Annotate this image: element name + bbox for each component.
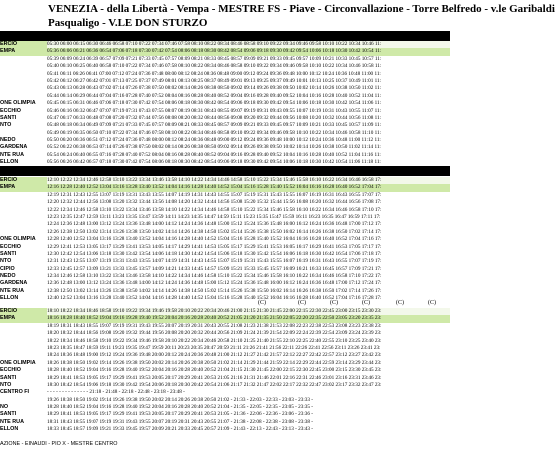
departure-times: 12:38 12:50 13:02 13:14 13:26 13:38 13:50 14:02 14:14 14:26 14:38 14:50 15:02 15:14 15:26 15:38 15:50 16:02 16:14 16:26 16:38 16:50 17:02 17:14 17:26 17:	[47, 287, 382, 294]
departure-times: 12:22 12:34 12:46 12:58 13:10 13:22 13:34 13:46 13:58 14:10 14:22 14:34 14:46 14:58 15:10 15:22 15:34 15:46 15:58 16:10 16:22 16:34 16:46 16:58 17:10 17:	[47, 206, 382, 213]
departure-times: 05:56 06:26 06:42 06:57 07:18 07:30 07:42 07:54 08:06 08:18 08:30 08:42 08:54 09:06 09:18 09:30 09:42 09:54 10:06 10:18 10:30 10:42 10:54 11:06 11:18 11:	[47, 159, 381, 166]
stop-name: ERCIO	[0, 177, 47, 184]
timetable-row	[0, 108, 450, 115]
timetable-row	[0, 207, 450, 214]
departure-times: 18:26 18:38 18:50 19:02 19:14 19:26 19:38 19:50 20:02 20:14 20:26 20:38 20:50 21:02 21:14 21:29 21:44 21:59 22:14 22:29 22:44 22:59 23:14 23:29 23:44 23:	[47, 359, 382, 366]
timetable-row	[0, 308, 450, 315]
stop-name: EMPA	[0, 48, 47, 55]
timetable-row	[0, 251, 450, 258]
timetable-row	[0, 85, 450, 92]
departure-times: 12:33 12:45 12:57 13:09 13:21 13:33 13:45 13:57 14:09 14:21 14:33 14:45 14:57 15:09 15:21 15:33 15:45 15:57 16:09 16:21 16:33 16:45 16:57 17:09 17:21 17:	[47, 265, 382, 272]
timetable-row	[0, 338, 450, 345]
departure-times: 05:47 06:17 06:33 06:48 07:08 07:20 07:32 07:44 07:56 08:08 08:20 08:32 08:44 08:56 09:08 09:20 09:32 09:44 09:56 10:08 10:20 10:32 10:44 10:56 11:08 11:	[47, 114, 382, 121]
c-note-marker: (C)	[330, 300, 338, 306]
stop-name: ERCIO	[0, 41, 47, 48]
timetable-row	[0, 184, 450, 191]
departure-times: 18:20 18:32 18:44 18:56 19:08 19:20 19:32 19:44 19:56 20:08 20:20 20:32 20:44 20:56 21:09 21:24 21:39 21:54 22:09 22:24 22:39 22:54 23:09 23:24 23:39 23:	[47, 330, 382, 337]
departure-times: 12:40 12:52 13:04 13:16 13:28 13:40 13:52 14:04 14:16 14:28 14:40 14:52 15:04 15:16 15:28 15:40 15:52 16:04 16:16 16:28 16:40 16:52 17:04 17:16 17:28 17:	[47, 295, 382, 302]
timetable-row	[0, 130, 450, 137]
departure-times: 18:33 18:45 18:57 19:09 19:21 19:33 19:45 19:57 20:09 20:21 20:33 20:45 20:57 21:09 - 21:43 - 22:13 - 22:43 - 23:13 - 23:43 -	[47, 426, 313, 433]
stop-name: EMPA	[0, 184, 47, 191]
departure-times: 12:10 12:22 12:34 12:46 12:58 13:10 13:22 13:34 13:46 13:58 14:10 14:22 14:34 14:46 14:58 15:10 15:22 15:34 15:46 15:58 16:10 16:22 16:34 16:46 16:58 17:	[47, 177, 450, 184]
timetable-midday	[0, 177, 450, 303]
timetable-morning	[0, 41, 450, 167]
timetable-row	[0, 426, 450, 433]
departure-times: 18:16 18:28 18:40 18:52 19:04 19:16 19:28 19:40 19:52 20:04 20:16 20:28 20:40 20:52 21:05 21:20 21:35 21:50 22:05 22:20 22:35 22:50 23:05 23:20 23:35 23:	[47, 315, 382, 322]
departure-times: 19:26 18:38 18:50 19:02 19:14 19:26 19:38 19:50 20:02 20:14 20:26 20:38 20:50 21:02 - 21:33 - 22:03 - 22:33 - 23:03 - 23:33 -	[47, 396, 313, 403]
timetable-row	[0, 419, 450, 426]
departure-times: 18:29 18:41 18:53 19:05 19:17 19:29 19:41 19:53 20:05 20:17 20:29 20:41 20:53 21:05 - 21:36 - 22:06 - 22:36 - 23:06 - 23:36 -	[47, 411, 313, 418]
departure-times: 12:34 12:46 12:58 13:10 13:22 13:34 13:46 13:58 14:10 14:22 14:34 14:46 14:58 15:10 15:22 15:34 15:46 15:58 16:10 16:22 16:34 16:46 16:58 17:10 17:22 17:	[47, 273, 382, 280]
timetable-row	[0, 137, 450, 144]
stop-name: ONE OLIMPIA	[0, 100, 36, 107]
stop-name: ECCHIO	[0, 243, 21, 250]
timetable-row	[0, 280, 450, 287]
stop-name: NTE RUA	[0, 287, 24, 294]
departure-times: 05:36 06:06 06:21 06:36 06:54 07:06 07:18 07:30 07:42 07:54 08:06 08:18 08:30 08:42 08:54 09:06 09:18 09:30 09:42 09:54 10:06 10:18 10:30 10:42 10:54 11:	[47, 48, 382, 55]
page-header	[48, 2, 555, 30]
departure-times: 18:24 18:36 18:48 19:00 19:12 19:24 19:36 19:48 20:00 20:12 20:24 20:36 20:48 21:00 21:12 21:27 21:42 21:57 22:12 22:27 22:42 22:57 23:12 23:27 23:42 23:	[47, 352, 382, 359]
stop-name: GARDENA	[0, 144, 28, 151]
timetable-row	[0, 48, 450, 55]
stop-name: NTE RUA	[0, 151, 24, 158]
timetable-row	[0, 382, 450, 389]
stop-name: SANTI	[0, 411, 17, 418]
stop-name: ONE OLIMPIA	[0, 359, 36, 366]
timetable-row	[0, 115, 450, 122]
timetable-row	[0, 288, 450, 295]
stop-name: EMPA	[0, 315, 47, 322]
timetable-row	[0, 404, 450, 411]
departure-times: 12:20 12:32 12:44 12:56 13:08 13:20 13:32 13:44 13:56 14:08 14:20 14:32 14:44 14:56 15:08 15:20 15:32 15:44 15:56 16:08 16:20 16:32 16:44 16:56 17:08 17:	[47, 199, 382, 206]
timetable-row	[0, 323, 450, 330]
departure-times: 18:31 18:43 18:55 19:07 19:19 19:31 19:43 19:55 20:07 20:19 20:31 20:43 20:55 21:07 - 21:38 - 22:08 - 22:38 - 23:08 - 23:38 -	[47, 418, 313, 425]
timetable-row	[0, 56, 450, 63]
departure-times: 05:40 06:10 06:25 06:40 06:58 07:10 07:22 07:34 07:46 07:58 08:10 08:22 08:34 08:46 08:58 09:10 09:22 09:34 09:46 09:58 10:10 10:22 10:34 10:46 10:58 11:	[47, 63, 382, 70]
departure-times: 18:22 18:34 18:46 18:58 19:10 19:22 19:34 19:46 19:58 20:10 20:22 20:34 20:46 20:58 21:10 21:25 21:40 21:55 22:10 22:25 22:40 22:55 23:10 23:25 23:40 23:	[47, 337, 382, 344]
timetable-row	[0, 93, 450, 100]
timetable-row	[0, 199, 450, 206]
timetable-row	[0, 229, 450, 236]
stop-name: NTO	[0, 381, 12, 388]
c-note-marker: (C)	[396, 300, 404, 306]
departure-times: 12:30 12:42 12:54 13:06 13:18 13:30 13:42 13:54 14:06 14:18 14:30 14:42 14:54 15:06 15:18 15:30 15:42 15:54 16:06 16:18 16:30 16:42 16:54 17:06 17:18 17:	[47, 250, 382, 257]
departure-times: 05:48 06:18 06:34 06:49 07:09 07:21 07:33 07:45 07:57 08:09 08:21 08:33 08:45 08:57 09:09 09:21 09:33 09:45 09:57 10:09 10:21 10:33 10:45 10:57 11:09 11:	[47, 122, 382, 129]
stop-name: SANTI	[0, 250, 17, 257]
timetable-evening	[0, 308, 450, 434]
stop-name: ONE OLIMPIA	[0, 236, 36, 243]
footer-note: AZIONE - EINAUDI - PIO X - MESTRE CENTRO	[0, 441, 118, 447]
departure-times: 05:30 06:00 06:15 06:30 06:46 06:58 07:10 07:22 07:34 07:46 07:58 08:10 08:22 08:34 08:46 08:58 09:10 09:22 09:34 09:46 09:58 10:10 10:22 10:34 10:46 11:	[47, 41, 450, 48]
c-note-marker: (C)	[298, 300, 306, 306]
route-title-line1: VENEZIA - della Libertà - Vempa - MESTRE FS - Piave - Circonvallazione - Torre Belfredo - v.le Garibaldi	[48, 3, 555, 15]
timetable-row	[0, 41, 450, 48]
departure-times: 05:43 06:13 06:28 06:43 07:02 07:14 07:26 07:38 07:50 08:02 08:14 08:26 08:38 08:50 09:02 09:14 09:26 09:38 09:50 10:02 10:14 10:26 10:38 10:50 11:02 11:	[47, 85, 382, 92]
departure-times: 12:24 12:36 12:48 13:00 13:12 13:24 13:36 13:48 14:00 14:12 14:24 14:36 14:48 15:00 15:12 15:24 15:36 15:48 16:00 16:12 16:24 16:36 16:48 17:00 17:12 17:	[47, 221, 382, 228]
stop-name: SANTI	[0, 374, 17, 381]
departure-times: 12:16 12:28 12:40 12:52 13:04 13:16 13:28 13:40 13:52 14:04 14:16 14:28 14:40 14:52 15:04 15:16 15:28 15:40 15:52 16:04 16:16 16:28 16:40 16:52 17:04 17:	[47, 184, 382, 191]
timetable-row	[0, 236, 450, 243]
stop-name: GARDENA	[0, 280, 28, 287]
stop-name: NTE RUA	[0, 418, 24, 425]
stop-name: NEDO	[0, 137, 16, 144]
departure-times: 05:46 06:16 06:32 06:47 07:07 07:19 07:31 07:43 07:55 08:07 08:19 08:31 08:43 08:55 09:07 09:19 09:31 09:43 09:55 10:07 10:19 10:31 10:43 10:55 11:07 11:	[47, 107, 382, 114]
departure-times: 18:10 18:22 18:34 18:46 18:58 19:10 19:22 19:34 19:46 19:58 20:10 20:22 20:34 20:46 21:00 21:15 21:30 21:45 22:00 22:15 22:30 22:45 23:00 23:15 23:30 23:	[47, 308, 450, 315]
timetable-row	[0, 144, 450, 151]
departure-times: 12:31 12:43 12:55 13:07 13:19 13:31 13:43 13:55 14:07 14:19 14:31 14:43 14:55 15:07 15:19 15:31 15:43 15:55 16:07 16:19 16:31 16:43 16:55 17:07 17:19 17:	[47, 258, 382, 265]
timetable-row	[0, 63, 450, 70]
departure-times: 05:42 06:12 06:27 06:42 07:01 07:13 07:25 07:37 07:49 08:01 08:13 08:25 08:37 08:49 09:01 09:13 09:25 09:37 09:49 10:01 10:13 10:25 10:37 10:49 11:01 11:	[47, 77, 382, 84]
timetable-row	[0, 397, 450, 404]
departure-times: 05:45 06:15 06:31 06:46 07:06 07:18 07:30 07:42 07:54 08:06 08:18 08:30 08:42 08:54 09:06 09:18 09:30 09:42 09:54 10:06 10:18 10:30 10:42 10:54 11:06 11:	[47, 100, 382, 107]
departure-times: 18:23 18:35 18:47 18:59 19:11 19:23 19:35 19:47 19:59 20:11 20:23 20:35 20:47 20:59 21:11 21:26 21:41 21:56 22:11 22:26 22:41 22:56 23:11 23:26 23:41 23:	[47, 344, 381, 351]
stop-name: NO	[0, 404, 9, 411]
timetable-row	[0, 411, 450, 418]
departure-times: 18:28 18:40 18:52 19:04 19:16 19:28 19:40 19:52 20:04 20:16 20:28 20:40 20:52 21:04 - 21:35 - 22:05 - 22:35 - 23:05 - 23:35 -	[47, 404, 313, 411]
stop-name: ECCHIO	[0, 367, 21, 374]
timetable-evening-notes	[0, 299, 450, 307]
timetable-row	[0, 214, 450, 221]
timetable-row	[0, 177, 450, 184]
timetable-row	[0, 152, 450, 159]
stop-name: CIPIO	[0, 265, 15, 272]
stop-name: CENTRO FI	[0, 389, 30, 396]
stop-name: ELLON	[0, 295, 19, 302]
stop-name: ELLON	[0, 159, 19, 166]
departure-times: 05:50 06:20 06:36 06:51 07:12 07:24 07:36 07:48 08:00 08:12 08:24 08:36 08:48 09:00 09:12 09:24 09:36 09:48 10:00 10:12 10:24 10:36 10:48 11:00 11:12 11:	[47, 137, 381, 144]
departure-times: 05:49 06:19 06:35 06:50 07:10 07:22 07:34 07:46 07:58 08:10 08:22 08:34 08:46 08:58 09:10 09:22 09:34 09:46 09:58 10:10 10:22 10:34 10:46 10:58 11:10 11:	[47, 129, 382, 136]
c-note-marker: (C)	[258, 300, 266, 306]
departure-times: 12:29 12:41 12:53 13:05 13:17 13:29 13:41 13:53 14:05 14:17 14:29 14:41 14:53 15:05 15:17 15:29 15:41 15:53 16:05 16:17 16:29 16:41 16:53 17:05 17:17 17:	[47, 243, 382, 250]
section-divider-2	[0, 166, 450, 176]
timetable-row	[0, 71, 450, 78]
departure-times: 12:23 12:35 12:47 12:59 13:11 13:23 13:35 13:47 13:59 14:11 14:23 14:35 14:47 14:59 15:11 15:23 15:35 15:47 15:59 16:11 16:23 16:35 16:47 16:59 17:11 17:	[47, 213, 381, 220]
timetable-row	[0, 315, 450, 322]
timetable-row	[0, 258, 450, 265]
timetable-row	[0, 266, 450, 273]
timetable-row	[0, 367, 450, 374]
c-note-marker: (C)	[428, 300, 436, 306]
departure-times: 05:44 06:14 06:29 06:44 07:04 07:16 07:28 07:40 07:52 08:04 08:16 08:28 08:40 08:52 09:04 09:16 09:28 09:40 09:52 10:04 10:16 10:28 10:40 10:52 11:04 11:	[47, 92, 382, 99]
departure-times: 12:26 12:38 12:50 13:02 13:14 13:26 13:38 13:50 14:02 14:14 14:26 14:38 14:50 15:02 15:14 15:26 15:38 15:50 16:02 16:14 16:26 16:38 16:50 17:02 17:14 17:	[47, 228, 382, 235]
timetable-row	[0, 100, 450, 107]
stop-name: NEDO	[0, 273, 16, 280]
timetable-row	[0, 389, 450, 396]
section-divider-1	[0, 31, 450, 41]
departure-times: 12:36 12:48 13:00 13:12 13:24 13:36 13:48 14:00 14:12 14:24 14:36 14:48 15:00 15:12 15:24 15:36 15:48 16:00 16:12 16:24 16:36 16:48 17:00 17:12 17:24 17:	[47, 280, 382, 287]
departure-times: 05:39 06:09 06:24 06:39 06:57 07:09 07:21 07:33 07:45 07:57 08:09 08:21 08:33 08:45 08:57 09:09 09:21 09:33 09:45 09:57 10:09 10:21 10:33 10:45 10:57 11:	[47, 55, 382, 62]
departure-times: 18:19 18:31 18:43 18:55 19:07 19:19 19:31 19:43 19:55 20:07 20:19 20:31 20:43 20:55 21:08 21:23 21:38 21:53 22:08 22:23 22:38 22:53 23:08 23:23 23:38 23:	[47, 322, 382, 329]
timetable-row	[0, 192, 450, 199]
timetable-row	[0, 244, 450, 251]
timetable-row	[0, 78, 450, 85]
stop-name: SANTI	[0, 114, 17, 121]
stop-name: ERCIO	[0, 308, 47, 315]
stop-name: ELLON	[0, 426, 19, 433]
departure-times: 05:52 06:22 06:38 06:53 07:14 07:26 07:38 07:50 08:02 08:14 08:26 08:38 08:50 09:02 09:14 09:26 09:38 09:50 10:02 10:14 10:26 10:38 10:50 11:02 11:14 11:	[47, 144, 381, 151]
timetable-row	[0, 122, 450, 129]
timetable-row	[0, 352, 450, 359]
departure-times: 05:54 06:24 06:40 06:55 07:16 07:28 07:40 07:52 08:04 08:16 08:28 08:40 08:52 09:04 09:16 09:28 09:40 09:52 10:04 10:16 10:28 10:40 10:52 11:04 11:16 11:	[47, 151, 381, 158]
departure-times: 12:28 12:40 12:52 13:04 13:16 13:28 13:40 13:52 14:04 14:16 14:28 14:40 14:52 15:04 15:16 15:28 15:40 15:52 16:04 16:16 16:28 16:40 16:52 17:04 17:16 17:	[47, 236, 382, 243]
departure-times: 18:30 18:42 18:54 19:06 19:18 19:30 19:42 19:54 20:06 20:18 20:30 20:42 20:54 21:06 21:17 21:32 21:47 22:02 22:17 22:32 22:47 23:02 23:17 23:32 23:47 23:	[47, 381, 382, 388]
departure-times: 18:29 18:41 18:53 19:05 19:17 19:29 19:41 19:53 20:05 20:17 20:29 20:41 20:53 21:05 21:16 21:31 21:46 22:01 22:16 22:31 22:46 23:01 23:16 23:31 23:46 23:	[47, 374, 382, 381]
departure-times: 05:41 06:11 06:26 06:41 07:00 07:12 07:24 07:36 07:48 08:00 08:12 08:24 08:36 08:48 09:00 09:12 09:24 09:36 09:48 10:00 10:12 10:24 10:36 10:48 11:00 11:	[47, 70, 381, 77]
departure-times: - - - - - - - - - - - - - - 21:18 - 21:48 - 22:18 - 22:48 - 23:18 - 23:48 -	[47, 389, 185, 396]
route-title-line2: Pasqualigo - V.LE DON STURZO	[48, 17, 208, 29]
c-note-marker: (C)	[362, 300, 370, 306]
timetable-row	[0, 345, 450, 352]
departure-times: 18:28 18:40 18:52 19:04 19:16 19:28 19:40 19:52 20:04 20:16 20:28 20:40 20:52 21:04 21:15 21:30 21:45 22:00 22:15 22:30 22:45 23:00 23:15 23:30 23:45 23:	[47, 367, 382, 374]
stop-name: NTO	[0, 122, 12, 129]
timetable-row	[0, 221, 450, 228]
timetable-row	[0, 330, 450, 337]
departure-times: 12:19 12:31 12:43 12:55 13:07 13:19 13:31 13:43 13:55 14:07 14:19 14:31 14:43 14:55 15:07 15:19 15:31 15:43 15:55 16:07 16:19 16:31 16:43 16:55 17:07 17:	[47, 191, 382, 198]
stop-name: NTO	[0, 258, 12, 265]
timetable-row	[0, 273, 450, 280]
stop-name: ECCHIO	[0, 107, 21, 114]
timetable-row	[0, 375, 450, 382]
timetable-row	[0, 360, 450, 367]
